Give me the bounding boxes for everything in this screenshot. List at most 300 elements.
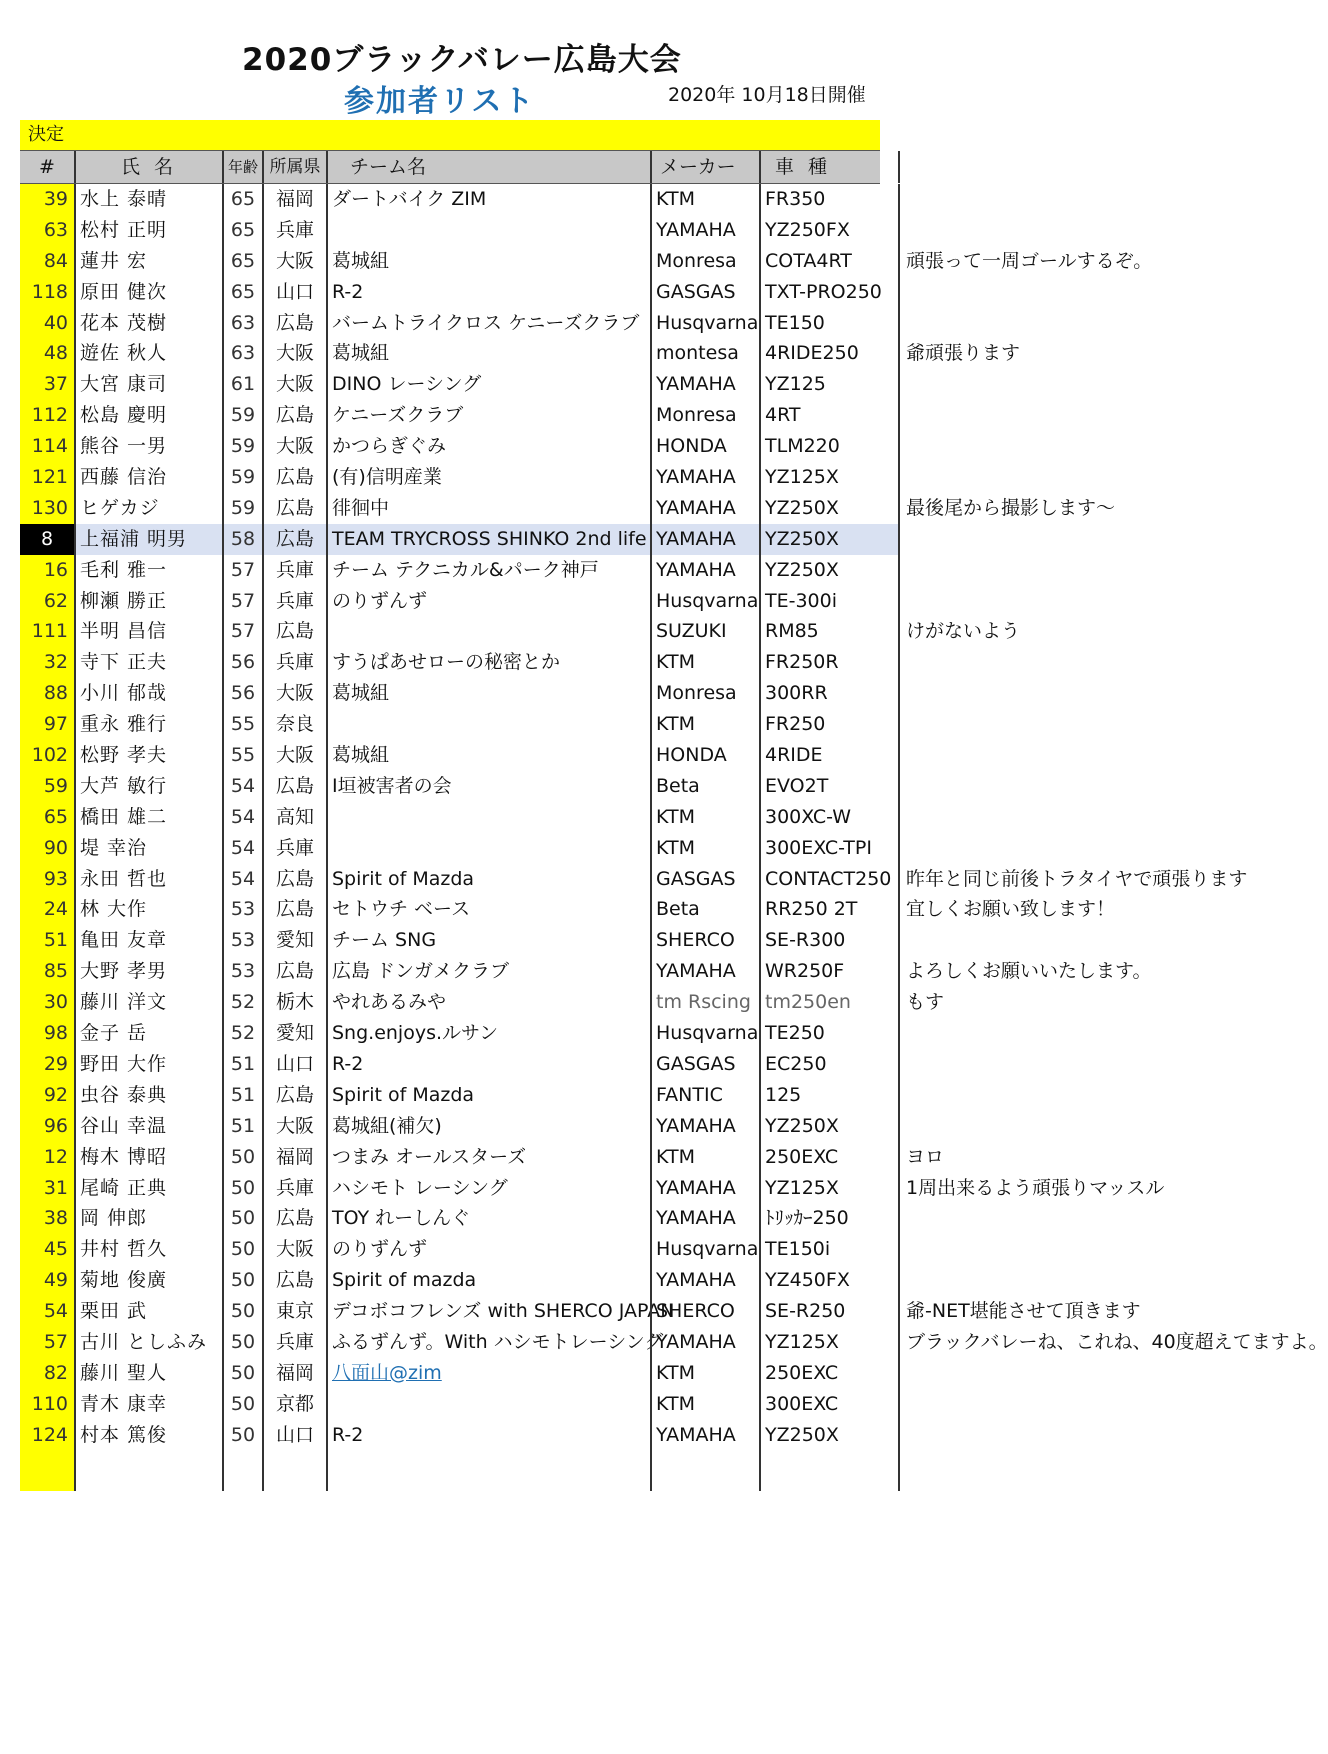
- table-row: [20, 1173, 1165, 1204]
- rider-age: 50: [222, 1389, 262, 1420]
- team-name: バームトライクロス ケニーズクラブ: [326, 308, 650, 339]
- bike-maker: SHERCO: [650, 925, 759, 956]
- table-row: [20, 555, 880, 586]
- team-name: R-2: [326, 1420, 650, 1451]
- rider-comment: よろしくお願いいたします。: [906, 960, 1152, 983]
- rider-age: 53: [222, 894, 262, 925]
- rider-prefecture: 広島: [262, 864, 326, 895]
- team-name: [326, 215, 650, 246]
- rider-comment: [904, 833, 1264, 864]
- rider-age: 51: [222, 1080, 262, 1111]
- team-name: 葛城組(補欠): [326, 1111, 650, 1142]
- header-team: チーム名: [326, 151, 650, 183]
- rider-prefecture: 大阪: [262, 369, 326, 400]
- entry-number: 24: [20, 894, 74, 925]
- table-row: [20, 616, 1021, 647]
- rider-comment: [904, 709, 1264, 740]
- rider-age: 59: [222, 431, 262, 462]
- rider-age: 65: [222, 215, 262, 246]
- rider-age: 56: [222, 678, 262, 709]
- rider-prefecture: 兵庫: [262, 833, 326, 864]
- rider-prefecture: 京都: [262, 1389, 326, 1420]
- rider-comment: [904, 1389, 1264, 1420]
- table-row: [20, 1142, 945, 1173]
- bike-model: YZ125X: [759, 1173, 900, 1204]
- team-name: TOY れーしんぐ: [326, 1203, 650, 1234]
- rider-name: 栗田 武: [74, 1296, 222, 1327]
- rider-age: 63: [222, 308, 262, 339]
- bike-maker: KTM: [650, 802, 759, 833]
- header-maker: メーカー: [650, 151, 759, 183]
- bike-model: YZ250X: [759, 1420, 900, 1451]
- rider-name: 大野 孝男: [74, 956, 222, 987]
- bike-model: FR250R: [759, 647, 900, 678]
- entry-number: 96: [20, 1111, 74, 1142]
- entry-number: 65: [20, 802, 74, 833]
- rider-name: ヒゲカジ: [74, 493, 222, 524]
- rider-age: 55: [222, 740, 262, 771]
- rider-name: 虫谷 泰典: [74, 1080, 222, 1111]
- entry-number: 88: [20, 678, 74, 709]
- rider-comment: [904, 1265, 1264, 1296]
- rider-age: 57: [222, 616, 262, 647]
- bike-model: FR350: [759, 184, 900, 215]
- rider-prefecture: 兵庫: [262, 555, 326, 586]
- bike-model: TLM220: [759, 431, 900, 462]
- rider-name: 熊谷 一男: [74, 431, 222, 462]
- bike-maker: YAMAHA: [650, 462, 759, 493]
- bike-model: ﾄﾘｯｶｰ250: [759, 1203, 900, 1234]
- rider-prefecture: 広島: [262, 956, 326, 987]
- bike-model: 250EXC: [759, 1142, 900, 1173]
- table-row: [20, 987, 945, 1018]
- rider-name: 毛利 雅一: [74, 555, 222, 586]
- rider-age: 51: [222, 1049, 262, 1080]
- rider-comment: [904, 1080, 1264, 1111]
- rider-age: 50: [222, 1203, 262, 1234]
- rider-prefecture: 栃木: [262, 987, 326, 1018]
- entry-number: 16: [20, 555, 74, 586]
- bike-model: YZ250X: [759, 524, 900, 555]
- rider-prefecture: 東京: [262, 1296, 326, 1327]
- rider-prefecture: 広島: [262, 1203, 326, 1234]
- rider-name: 遊佐 秋人: [74, 338, 222, 369]
- team-name: のりずんず: [326, 586, 650, 617]
- bike-model: 250EXC: [759, 1358, 900, 1389]
- table-row: [20, 246, 1153, 277]
- bike-maker: Husqvarna: [650, 586, 759, 617]
- table-body: [20, 184, 1328, 1451]
- rider-comment: [904, 400, 1264, 431]
- bike-maker: KTM: [650, 833, 759, 864]
- rider-name: 亀田 友章: [74, 925, 222, 956]
- rider-prefecture: 広島: [262, 894, 326, 925]
- header-name: 氏 名: [74, 151, 222, 183]
- rider-comment: ヨロ: [906, 1145, 945, 1168]
- table-row: [20, 956, 1152, 987]
- table-row: [20, 277, 880, 308]
- table-row: [20, 1358, 880, 1389]
- rider-comment: ブラックバレーね、これね、40度超えてますよ。: [906, 1330, 1328, 1353]
- rider-age: 50: [222, 1358, 262, 1389]
- rider-age: 50: [222, 1327, 262, 1358]
- rider-prefecture: 山口: [262, 1049, 326, 1080]
- bike-maker: montesa: [650, 338, 759, 369]
- bike-model: YZ250X: [759, 555, 900, 586]
- entry-number: 59: [20, 771, 74, 802]
- rider-comment: [904, 462, 1264, 493]
- bike-maker: YAMAHA: [650, 1327, 759, 1358]
- rider-prefecture: 大阪: [262, 740, 326, 771]
- rider-age: 52: [222, 1018, 262, 1049]
- entry-number: 54: [20, 1296, 74, 1327]
- rider-prefecture: 広島: [262, 771, 326, 802]
- entry-number: 102: [20, 740, 74, 771]
- rider-name: 尾崎 正典: [74, 1173, 222, 1204]
- table-row: [20, 1203, 880, 1234]
- bike-model: FR250: [759, 709, 900, 740]
- rider-age: 52: [222, 987, 262, 1018]
- bike-maker: GASGAS: [650, 277, 759, 308]
- team-name: I垣被害者の会: [326, 771, 650, 802]
- rider-comment: [904, 1018, 1264, 1049]
- bike-maker: YAMAHA: [650, 369, 759, 400]
- table-header: [20, 150, 880, 184]
- rider-age: 61: [222, 369, 262, 400]
- rider-prefecture: 福岡: [262, 1358, 326, 1389]
- rider-age: 65: [222, 277, 262, 308]
- rider-name: 大宮 康司: [74, 369, 222, 400]
- rider-name: 重永 雅行: [74, 709, 222, 740]
- rider-age: 50: [222, 1296, 262, 1327]
- rider-age: 55: [222, 709, 262, 740]
- rider-age: 50: [222, 1234, 262, 1265]
- rider-name: 村本 篤俊: [74, 1420, 222, 1451]
- team-name: ダートバイク ZIM: [326, 184, 650, 215]
- rider-comment: [904, 1358, 1264, 1389]
- entry-number: 38: [20, 1203, 74, 1234]
- bike-model: 300EXC: [759, 1389, 900, 1420]
- rider-name: 林 大作: [74, 894, 222, 925]
- team-name: Spirit of mazda: [326, 1265, 650, 1296]
- rider-comment: [904, 369, 1264, 400]
- rider-name: 西藤 信治: [74, 462, 222, 493]
- rider-prefecture: 広島: [262, 616, 326, 647]
- bike-maker: HONDA: [650, 431, 759, 462]
- rider-prefecture: 大阪: [262, 338, 326, 369]
- bike-maker: YAMAHA: [650, 956, 759, 987]
- bike-maker: Husqvarna: [650, 1018, 759, 1049]
- table-row: [20, 1111, 880, 1142]
- table-row: [20, 802, 880, 833]
- team-name: Sng.enjoys.ルサン: [326, 1018, 650, 1049]
- entry-number: 45: [20, 1234, 74, 1265]
- entry-number: 130: [20, 493, 74, 524]
- table-row: [20, 740, 880, 771]
- table-row: [20, 338, 1021, 369]
- bike-maker: YAMAHA: [650, 1265, 759, 1296]
- team-name: やれあるみや: [326, 987, 650, 1018]
- team-name: [326, 616, 650, 647]
- rider-prefecture: 大阪: [262, 1111, 326, 1142]
- entry-number: 84: [20, 246, 74, 277]
- team-name: Spirit of Mazda: [326, 1080, 650, 1111]
- table-row: [20, 524, 880, 555]
- bike-maker: KTM: [650, 709, 759, 740]
- rider-comment: [904, 277, 1264, 308]
- entry-number: 48: [20, 338, 74, 369]
- entry-number: 118: [20, 277, 74, 308]
- bike-maker: YAMAHA: [650, 524, 759, 555]
- rider-prefecture: 広島: [262, 1080, 326, 1111]
- bike-maker: Beta: [650, 771, 759, 802]
- table-row: [20, 1327, 1328, 1358]
- table-row: [20, 1296, 1141, 1327]
- rider-comment: 頑張って一周ゴールするぞ。: [906, 249, 1153, 272]
- team-name: チーム テクニカル&パーク神戸: [326, 555, 650, 586]
- rider-comment: [904, 1234, 1264, 1265]
- rider-comment: 宜しくお願い致します！: [906, 898, 1116, 921]
- bike-model: YZ450FX: [759, 1265, 900, 1296]
- rider-prefecture: 広島: [262, 462, 326, 493]
- entry-number: 92: [20, 1080, 74, 1111]
- entry-number: 82: [20, 1358, 74, 1389]
- bike-maker: HONDA: [650, 740, 759, 771]
- rider-age: 54: [222, 802, 262, 833]
- bike-model: EC250: [759, 1049, 900, 1080]
- rider-name: 寺下 正夫: [74, 647, 222, 678]
- rider-comment: [904, 524, 1264, 555]
- bike-model: WR250F: [759, 956, 900, 987]
- team-name: かつらぎぐみ: [326, 431, 650, 462]
- rider-name: 蓮井 宏: [74, 246, 222, 277]
- rider-prefecture: 山口: [262, 1420, 326, 1451]
- rider-prefecture: 大阪: [262, 246, 326, 277]
- table-row: [20, 215, 880, 246]
- status-bar: 決定: [20, 120, 880, 150]
- bike-maker: GASGAS: [650, 864, 759, 895]
- team-name: 葛城組: [326, 740, 650, 771]
- entry-number: 57: [20, 1327, 74, 1358]
- team-name: デコボコフレンズ with SHERCO JAPAN: [326, 1296, 650, 1327]
- team-name: DINO レーシング: [326, 369, 650, 400]
- rider-age: 50: [222, 1420, 262, 1451]
- bike-model: YZ250X: [759, 493, 900, 524]
- entry-number: 114: [20, 431, 74, 462]
- table-row: [20, 1080, 880, 1111]
- document-subtitle: 参加者リスト: [344, 84, 536, 119]
- rider-prefecture: 兵庫: [262, 1173, 326, 1204]
- rider-comment: 爺-NET堪能させて頂きます: [906, 1300, 1141, 1323]
- rider-age: 63: [222, 338, 262, 369]
- entry-number: 40: [20, 308, 74, 339]
- participant-table: [20, 150, 1328, 1491]
- rider-prefecture: 大阪: [262, 1234, 326, 1265]
- rider-comment: [904, 1420, 1264, 1451]
- bike-maker: YAMAHA: [650, 493, 759, 524]
- rider-name: 半明 昌信: [74, 616, 222, 647]
- rider-name: 堤 幸治: [74, 833, 222, 864]
- table-row: [20, 1234, 880, 1265]
- bike-maker: YAMAHA: [650, 1111, 759, 1142]
- entry-number: 63: [20, 215, 74, 246]
- rider-prefecture: 兵庫: [262, 586, 326, 617]
- bike-maker: YAMAHA: [650, 215, 759, 246]
- rider-comment: [904, 771, 1264, 802]
- rider-age: 65: [222, 246, 262, 277]
- rider-name: 井村 哲久: [74, 1234, 222, 1265]
- table-row: [20, 864, 1248, 895]
- table-row: [20, 308, 880, 339]
- rider-age: 50: [222, 1142, 262, 1173]
- team-name: つまみ オールスターズ: [326, 1142, 650, 1173]
- rider-comment: けがないよう: [906, 620, 1021, 643]
- team-name: Spirit of Mazda: [326, 864, 650, 895]
- team-name: 葛城組: [326, 246, 650, 277]
- bike-model: YZ250X: [759, 1111, 900, 1142]
- bike-maker: Beta: [650, 894, 759, 925]
- rider-name: 青木 康幸: [74, 1389, 222, 1420]
- rider-name: 菊地 俊廣: [74, 1265, 222, 1296]
- team-name: [326, 802, 650, 833]
- table-tail: [20, 1451, 880, 1491]
- table-row: [20, 771, 880, 802]
- rider-age: 65: [222, 184, 262, 215]
- rider-prefecture: 山口: [262, 277, 326, 308]
- entry-number: 110: [20, 1389, 74, 1420]
- entry-number: 49: [20, 1265, 74, 1296]
- rider-name: 藤川 洋文: [74, 987, 222, 1018]
- rider-name: 梅木 博昭: [74, 1142, 222, 1173]
- rider-comment: [904, 586, 1264, 617]
- bike-maker: Monresa: [650, 678, 759, 709]
- header-prefecture: 所属県: [262, 151, 326, 183]
- bike-maker: KTM: [650, 1358, 759, 1389]
- rider-prefecture: 広島: [262, 1265, 326, 1296]
- entry-number: 111: [20, 616, 74, 647]
- header-age: 年齢: [222, 151, 262, 183]
- table-row: [20, 894, 1116, 925]
- rider-name: 上福浦 明男: [74, 524, 222, 555]
- table-row: [20, 586, 880, 617]
- table-row: [20, 833, 880, 864]
- bike-model: YZ125X: [759, 1327, 900, 1358]
- bike-maker: YAMAHA: [650, 555, 759, 586]
- bike-model: 125: [759, 1080, 900, 1111]
- entry-number: 62: [20, 586, 74, 617]
- table-row: [20, 493, 1116, 524]
- bike-model: TE150i: [759, 1234, 900, 1265]
- bike-maker: YAMAHA: [650, 1203, 759, 1234]
- rider-age: 59: [222, 462, 262, 493]
- document-title: 2020ブラックバレー広島大会: [242, 42, 682, 78]
- rider-name: 小川 郁哉: [74, 678, 222, 709]
- rider-name: 原田 健次: [74, 277, 222, 308]
- header-number: #: [39, 156, 55, 178]
- bike-model: tm250en: [759, 987, 900, 1018]
- team-name: R-2: [326, 277, 650, 308]
- rider-comment: [904, 184, 1264, 215]
- bike-model: RM85: [759, 616, 900, 647]
- table-row: [20, 400, 880, 431]
- rider-name: 橋田 雄二: [74, 802, 222, 833]
- rider-prefecture: 大阪: [262, 678, 326, 709]
- bike-maker: YAMAHA: [650, 1420, 759, 1451]
- table-row: [20, 1420, 880, 1451]
- bike-model: YZ125X: [759, 462, 900, 493]
- entry-number: 85: [20, 956, 74, 987]
- rider-prefecture: 広島: [262, 493, 326, 524]
- rider-prefecture: 福岡: [262, 184, 326, 215]
- team-name[interactable]: 八面山@zim: [326, 1358, 650, 1389]
- rider-comment: [904, 431, 1264, 462]
- event-date: 2020年 10月18日開催: [668, 84, 866, 106]
- bike-maker: KTM: [650, 647, 759, 678]
- rider-name: 松島 慶明: [74, 400, 222, 431]
- bike-model: COTA4RT: [759, 246, 900, 277]
- entry-number: 98: [20, 1018, 74, 1049]
- entry-number: 93: [20, 864, 74, 895]
- rider-age: 59: [222, 400, 262, 431]
- rider-prefecture: 福岡: [262, 1142, 326, 1173]
- header-model: 車 種: [759, 151, 900, 183]
- team-name: TEAM TRYCROSS SHINKO 2nd life: [326, 524, 650, 555]
- rider-age: 54: [222, 833, 262, 864]
- entry-number: 121: [20, 462, 74, 493]
- rider-name: 柳瀬 勝正: [74, 586, 222, 617]
- entry-number: 90: [20, 833, 74, 864]
- bike-maker: YAMAHA: [650, 1173, 759, 1204]
- bike-model: 300EXC-TPI: [759, 833, 900, 864]
- rider-name: 谷山 幸温: [74, 1111, 222, 1142]
- bike-model: RR250 2T: [759, 894, 900, 925]
- rider-name: 野田 大作: [74, 1049, 222, 1080]
- rider-name: 古川 としふみ: [74, 1327, 222, 1358]
- rider-comment: もす: [906, 991, 945, 1014]
- team-name: R-2: [326, 1049, 650, 1080]
- rider-name: 松村 正明: [74, 215, 222, 246]
- rider-age: 51: [222, 1111, 262, 1142]
- team-name: セトウチ ベース: [326, 894, 650, 925]
- team-name: すうぱあせローの秘密とか: [326, 647, 650, 678]
- rider-comment: 昨年と同じ前後トラタイヤで頑張ります: [906, 867, 1248, 890]
- rider-prefecture: 愛知: [262, 925, 326, 956]
- rider-prefecture: 兵庫: [262, 1327, 326, 1358]
- rider-comment: 爺頑張ります: [906, 342, 1021, 365]
- rider-prefecture: 兵庫: [262, 215, 326, 246]
- team-name: 葛城組: [326, 338, 650, 369]
- table-row: [20, 678, 880, 709]
- table-row: [20, 709, 880, 740]
- rider-name: 水上 泰晴: [74, 184, 222, 215]
- bike-maker: KTM: [650, 184, 759, 215]
- entry-number: 30: [20, 987, 74, 1018]
- rider-name: 永田 哲也: [74, 864, 222, 895]
- rider-comment: 1周出来るよう頑張りマッスル: [906, 1176, 1165, 1199]
- bike-model: TE150: [759, 308, 900, 339]
- team-name: チーム SNG: [326, 925, 650, 956]
- rider-comment: [904, 802, 1264, 833]
- table-row: [20, 184, 880, 215]
- bike-maker: Monresa: [650, 246, 759, 277]
- rider-name: 金子 岳: [74, 1018, 222, 1049]
- rider-age: 57: [222, 555, 262, 586]
- table-row: [20, 647, 880, 678]
- bike-model: TE-300i: [759, 586, 900, 617]
- rider-name: 松野 孝夫: [74, 740, 222, 771]
- rider-comment: [904, 215, 1264, 246]
- rider-prefecture: 広島: [262, 524, 326, 555]
